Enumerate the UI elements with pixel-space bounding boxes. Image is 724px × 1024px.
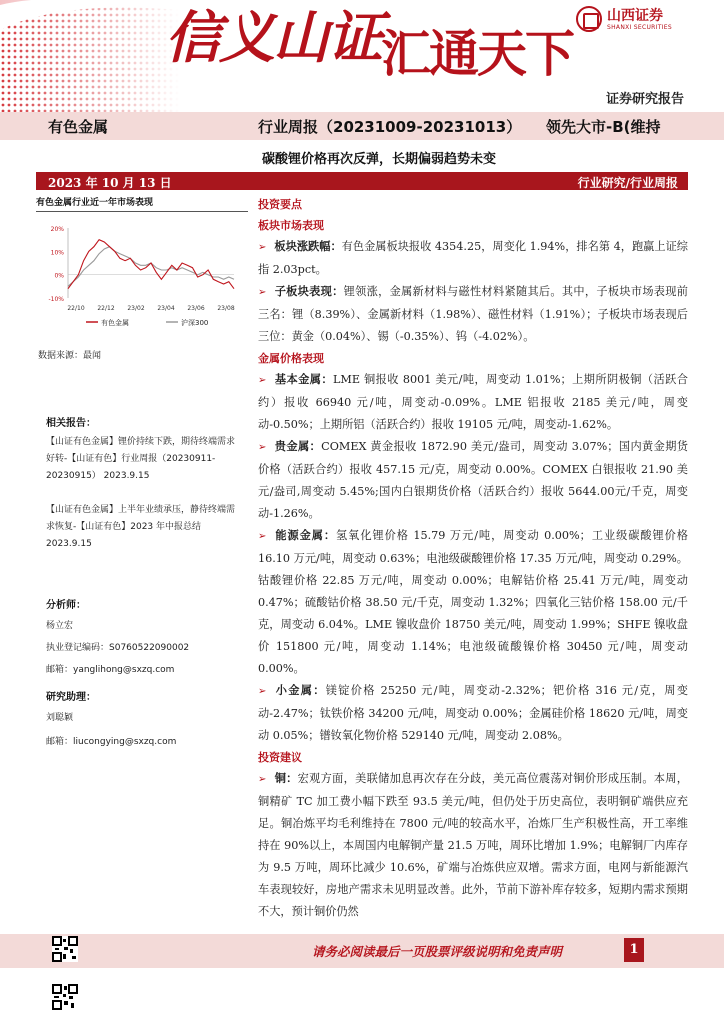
report-category: 行业研究/行业周报 [577,176,678,190]
analyst-heading: 分析师： [46,600,86,611]
header-banner [0,0,724,112]
paragraph-precious-metals [258,436,688,525]
report-date: 2023 年 10 月 13 日 [48,176,172,190]
brand-logo-icon [576,6,602,32]
section-heading-invest-advice: 投资建议 [258,751,302,764]
y-tick-label: 0% [54,272,64,280]
related-report-link[interactable]: 【山证有色金属】锂价持续下跌，期待终端需求好转-【山证有色】行业周报（20230911-20230915） 2023.9.15 [46,437,236,481]
paragraph-lead: 贵金属： [274,440,322,453]
analyst-email[interactable]: 邮箱：yanglihong@sxzq.com [46,665,175,675]
slogan [165,5,573,83]
assistant-email[interactable]: 邮箱：liucongying@sxzq.com [46,737,177,747]
paragraph-sector [258,236,688,281]
report-subtitle: 碳酸锂价格再次反弹，长期偏弱趋势未变 [262,152,497,167]
x-tick-label: 23/02 [127,305,145,312]
qr-code-icon [52,936,78,962]
paragraph-text: LME 铜报收 8001 美元/吨，周变动 1.01%；上期所阴极铜（活跃合约）报收 66940 元/吨，周变动-0.09%。LME 铝报收 2185 美元/吨，周变动-0.50%；上期所铝（活跃合约）报收 19105 元/吨，周变动-1.62%。 [258,373,688,431]
main-content [258,194,688,923]
report-type: 证券研究报告 [605,92,684,107]
brand-logo [576,6,672,32]
banner-pattern [0,0,180,112]
related-report-link[interactable]: 【山证有色金属】上半年业绩承压，静待终端需求恢复-【山证有色】2023 年中报总结 2023.9.15 [46,505,236,549]
paragraph-lead: 能源金属： [274,529,337,542]
y-tick-label: 20% [50,226,64,233]
related-reports-heading: 相关报告： [46,418,96,429]
x-tick-label: 23/06 [187,305,205,312]
slogan-part1: 信义山证 [165,5,381,71]
x-tick-label: 23/04 [157,305,175,312]
paragraph-copper [258,768,688,923]
paragraph-lead: 铜： [274,772,298,785]
paragraph-lead: 基本金属： [274,373,333,386]
industry-name: 有色金属 [48,118,109,136]
chart-title: 有色金属行业近一年市场表现 [36,195,248,212]
paragraph-energy-metals [258,525,688,680]
qr-code-icon [52,984,78,1010]
paragraph-lead: 板块涨跌幅： [274,240,342,253]
arrow-bullet-icon: ➢ [258,287,267,298]
analyst-cert: 执业登记编码：S0760522090002 [46,643,190,653]
arrow-bullet-icon: ➢ [258,774,267,785]
market-chart-svg [36,212,248,342]
arrow-bullet-icon: ➢ [258,686,267,697]
arrow-bullet-icon: ➢ [258,531,267,542]
paragraph-text: 镁锭价格 25250 元/吨，周变动-2.32%；钯价格 316 元/克，周变动-2.47%；钛铁价格 34200 元/吨，周变动 0.00%；金属硅价格 18620 元/吨，周变动 0.05%；镨钕氧化物价格 529140 元/吨，周变动 2.08%。 [258,684,688,742]
section-heading-market: 板块市场表现 [258,219,324,232]
chart-source: 数据来源：最闻 [38,351,102,361]
rating: 领先大市-B(维持 [546,118,661,136]
assistant-heading: 研究助理： [46,692,96,703]
report-title: 行业周报（20231009-20231013） [258,118,522,136]
legend-label: 沪深300 [181,319,209,327]
section-heading-invest-points: 投资要点 [258,198,302,211]
footer-disclaimer: 请务必阅读最后一页股票评级说明和免责声明 [312,944,563,959]
page-number: 1 [624,938,644,962]
paragraph-subsector [258,281,688,348]
paragraph-lead: 子板块表现： [274,285,344,298]
x-tick-label: 23/08 [217,305,235,312]
slogan-part2: 汇通天下 [381,24,573,83]
arrow-bullet-icon: ➢ [258,242,267,253]
analyst-name: 杨立宏 [46,621,74,631]
paragraph-minor-metals [258,680,688,747]
assistant-name: 刘聪颖 [46,713,74,723]
legend-label: 有色金属 [101,319,129,327]
paragraph-lead: 小金属： [274,684,326,697]
arrow-bullet-icon: ➢ [258,375,267,386]
section-heading-price: 金属价格表现 [258,352,324,365]
paragraph-base-metals [258,369,688,436]
x-tick-label: 22/12 [97,305,115,312]
series-line [68,247,234,287]
series-line [68,240,234,289]
paragraph-text: 锂领涨，金属新材料与磁性材料紧随其后。其中，子板块市场表现前三名：锂（8.39%）、金属新材料（1.98%）、磁性材料（1.91%）；子板块市场表现后三位：黄金（0.04%）、锡（-0.35%）、钨（-4.02%）。 [258,285,688,343]
paragraph-text: 宏观方面，美联储加息再次存在分歧，美元高位震荡对铜价形成压制。本周，铜精矿 TC 加工费小幅下跌至 93.5 美元/吨，但仍处于历史高位，表明铜矿端供应充足。铜冶炼平均毛利维持在 7800 元/吨的较高水平，冶炼厂生产积极性高，开工率维持在 90%以上，本周国内电解铜产量 21.5 万吨，周环比增加 1.9%；电解铜厂内库存为 9.5 万吨，周环比减少 10.6%，矿端与冶炼供应双增。需求方面，电网与新能源汽车表现较好，房地产需求未见明显改善。此外，节前下游补库存较多，短期内需求预期不大，预计铜价仍然 [258,772,688,918]
paragraph-text: COMEX 黄金报收 1872.90 美元/盎司，周变动 3.07%；国内黄金期货价格（活跃合约）报收 457.15 元/克，周变动 0.00%。COMEX 白银报收 21.90 美元/盎司,周变动 5.45%;国内白银期货价格（活跃合约）报收 5644.00元/千克，周变动-1.26%。 [258,440,688,520]
brand-name-cn: 山西证券 [607,7,663,24]
arrow-bullet-icon: ➢ [258,442,267,453]
y-tick-label: -10% [48,296,64,303]
paragraph-text: 氢氧化锂价格 15.79 万元/吨，周变动 0.00%；工业级碳酸锂价格 16.10 万元/吨，周变动 0.63%；电池级碳酸锂价格 17.35 万元/吨，周变动 0.29%。钴酸锂价格 22.85 万元/吨，周变动 0.00%；电解钴价格 25.41 万元/吨，周变动 0.47%；硫酸钴价格 38.50 元/千克，周变动 1.32%；四氧化三钴价格 158.00 元/千克，周变动 6.04%。LME 镍收盘价 18750 美元/吨，周变动 1.99%；SHFE 镍收盘价 151800 元/吨，周变动 1.14%；电池级硫酸镍价格 30450 元/吨，周变动 0.00%。 [258,529,688,675]
market-chart [36,212,248,342]
brand-name-en: SHANXI SECURITIES [607,23,672,31]
y-tick-label: 10% [50,249,64,257]
x-tick-label: 22/10 [67,305,85,312]
paragraph-text: 有色金属板块报收 4354.25，周变化 1.94%，排名第 4，跑赢上证综指 2.03pct。 [258,240,688,276]
